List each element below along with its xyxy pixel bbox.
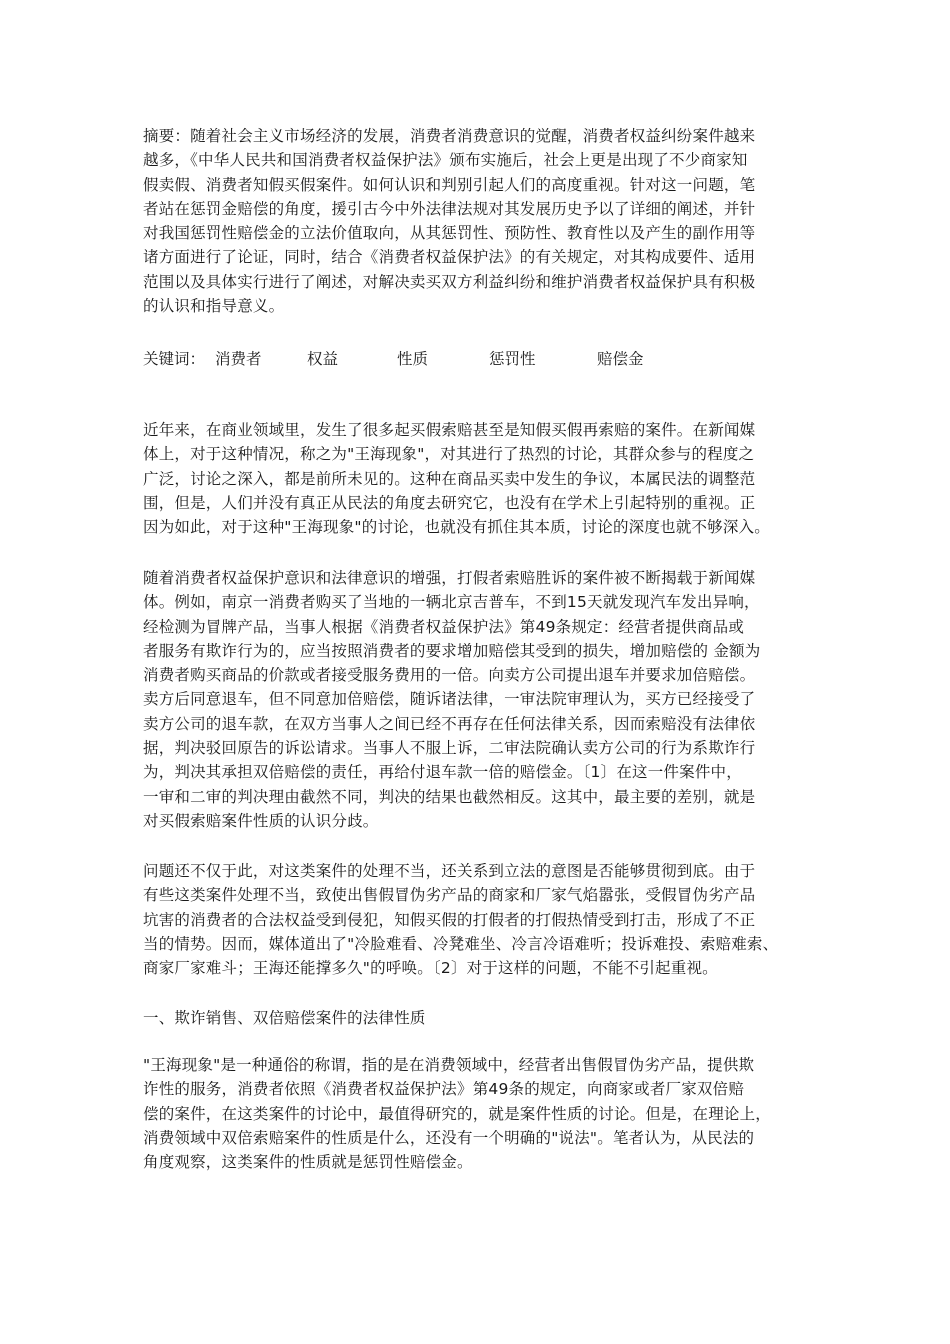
paragraph-line: 体。例如，南京一消费者购买了当地的一辆北京吉普车，不到15天就发现汽车发出异响，	[143, 593, 760, 612]
keyword-term: 消费者	[215, 350, 262, 368]
abstract-line: 范围以及具体实行进行了阐述，对解决卖买双方利益纠纷和维护消费者权益保护具有积极	[143, 272, 756, 291]
abstract-line: 越多，《中华人民共和国消费者权益保护法》颁布实施后，社会上更是出现了不少商家知	[143, 151, 748, 170]
paragraph-line: "王海现象"是一种通俗的称谓，指的是在消费领域中，经营者出售假冒伪劣产品，提供欺	[143, 1056, 755, 1074]
body-paragraph-1	[143, 418, 823, 539]
paragraph-line: 问题还不仅于此，对这类案件的处理不当，还关系到立法的意图是否能够贯彻到底。由于	[143, 862, 756, 880]
paragraph-line: 据，判决驳回原告的诉讼请求。当事人不服上诉，二审法院确认卖方公司的行为系欺诈行	[143, 739, 756, 758]
abstract-paragraph	[143, 124, 823, 318]
paragraph-line: 商家厂家难斗；王海还能撑多久"的呼唤。〔2〕对于这样的问题，不能不引起重视。	[143, 959, 718, 978]
abstract-line: 的认识和指导意义。	[143, 297, 285, 316]
body-paragraph-3	[143, 859, 823, 980]
keyword-term: 赔偿金	[597, 350, 644, 368]
paragraph-line: 经检测为冒牌产品，当事人根据《消费者权益保护法》第49条规定：经营者提供商品或	[143, 617, 745, 636]
paragraph-line: 卖方公司的退车款，在双方当事人之间已经不再存在任何法律关系，因而索赔没有法律依	[143, 714, 756, 733]
keyword-term: 惩罚性	[489, 350, 536, 368]
paragraph-line: 消费者购买商品的价款或者接受服务费用的一倍。向卖方公司提出退车并要求加倍赔偿。	[143, 666, 756, 685]
paragraph-line: 因为如此，对于这种"王海现象"的讨论，也就没有抓住其本质，讨论的深度也就不够深入。	[143, 518, 770, 537]
body-paragraph-2	[143, 566, 823, 833]
paragraph-line: 体上，对于这种情况，称之为"王海现象"，对其进行了热烈的讨论，其群众参与的程度之	[143, 445, 755, 464]
paragraph-line: 坑害的消费者的合法权益受到侵犯，知假买假的打假者的打假热情受到打击，形成了不正	[143, 910, 756, 929]
paragraph-line: 广泛，讨论之深入，都是前所未见的。这种在商品买卖中发生的争议，本属民法的调整范	[143, 469, 756, 488]
section-heading-text: 一、欺诈销售、双倍赔偿案件的法律性质	[143, 1009, 426, 1027]
paragraph-line: 诈性的服务，消费者依照《消费者权益保护法》第49条的规定，向商家或者厂家双倍赔	[143, 1080, 745, 1099]
keyword-term: 性质	[397, 350, 429, 368]
abstract-line: 对我国惩罚性赔偿金的立法价值取向，从其惩罚性、预防性、教育性以及产生的副作用等	[143, 224, 756, 243]
section-heading	[143, 1006, 823, 1030]
paragraph-line: 近年来，在商业领域里，发生了很多起买假索赔甚至是知假买假再索赔的案件。在新闻媒	[143, 421, 756, 439]
paragraph-line: 对买假索赔案件性质的认识分歧。	[143, 811, 379, 830]
abstract-line: 诸方面进行了论证，同时，结合《消费者权益保护法》的有关规定，对其构成要件、适用	[143, 248, 756, 267]
paragraph-line: 当的情势。因而，媒体道出了"冷脸难看、冷凳难坐、冷言冷语难听；投诉难投、索赔难索、	[143, 934, 779, 953]
body-paragraph-4	[143, 1053, 823, 1174]
paragraph-line: 卖方后同意退车，但不同意加倍赔偿，随诉诸法律，一审法院审理认为，买方已经接受了	[143, 690, 756, 709]
paragraph-line: 一审和二审的判决理由截然不同，判决的结果也截然相反。这其中，最主要的差别，就是	[143, 787, 756, 806]
abstract-line: 假卖假、消费者知假买假案件。如何认识和判别引起人们的高度重视。针对这一问题，笔	[143, 175, 756, 194]
paragraph-line: 消费领域中双倍索赔案件的性质是什么，还没有一个明确的"说法"。笔者认为，从民法的	[143, 1128, 755, 1147]
paragraph-line: 随着消费者权益保护意识和法律意识的增强，打假者索赔胜诉的案件被不断揭载于新闻媒	[143, 569, 756, 587]
paragraph-line: 偿的案件，在这类案件的讨论中，最值得研究的，就是案件性质的讨论。但是，在理论上，	[143, 1104, 772, 1123]
paragraph-line: 角度观察，这类案件的性质就是惩罚性赔偿金。	[143, 1153, 473, 1172]
paragraph-line: 围，但是，人们并没有真正从民法的角度去研究它，也没有在学术上引起特别的重视。正	[143, 493, 756, 512]
keyword-term: 权益	[307, 350, 339, 368]
keywords-line	[143, 347, 823, 371]
paragraph-line: 为，判决其承担双倍赔偿的责任，再给付退车款一倍的赔偿金。〔1〕在这一件案件中，	[143, 763, 742, 782]
paragraph-line: 者服务有欺诈行为的，应当按照消费者的要求增加赔偿其受到的损失，增加赔偿的 金额为	[143, 641, 761, 660]
paragraph-line: 有些这类案件处理不当，致使出售假冒伪劣产品的商家和厂家气焰嚣张，受假冒伪劣产品	[143, 886, 756, 905]
abstract-line: 摘要：随着社会主义市场经济的发展，消费者消费意识的觉醒，消费者权益纠纷案件越来	[143, 127, 756, 145]
abstract-line: 者站在惩罚金赔偿的角度，援引古今中外法律法规对其发展历史予以了详细的阐述，并针	[143, 199, 756, 218]
keywords-label: 关键词：	[143, 350, 206, 368]
